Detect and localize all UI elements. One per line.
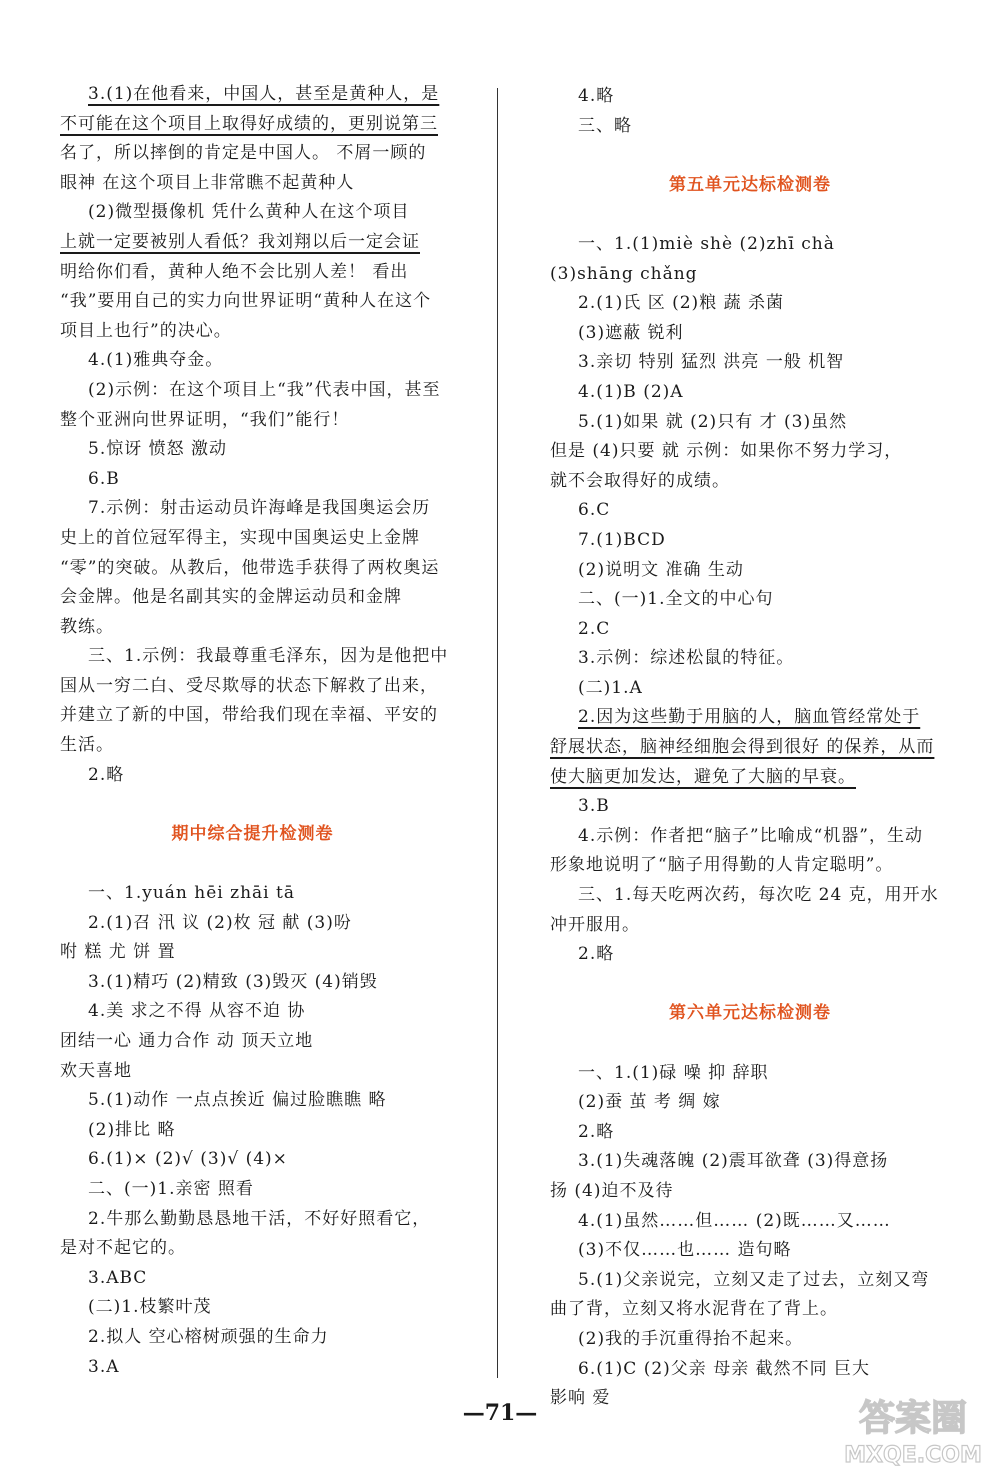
answer-line	[550, 1236, 950, 1266]
answer-line	[60, 376, 445, 406]
answer-line	[550, 289, 950, 319]
answer-line	[550, 1118, 950, 1148]
answer-text: (3)shāng chǎng	[550, 263, 698, 284]
answer-line	[550, 526, 950, 556]
answer-text: 7.(1)BCD	[578, 529, 666, 550]
answer-line	[550, 378, 950, 408]
answer-line	[60, 139, 445, 169]
answer-text: (2)说明文 准确 生动	[578, 559, 744, 580]
answer-text: 2.略	[88, 764, 125, 785]
answer-text: 二、(一)1.亲密 照看	[88, 1178, 254, 1199]
answer-line	[60, 1086, 445, 1116]
answer-text: 欢天喜地	[60, 1060, 132, 1081]
answer-line	[550, 822, 950, 852]
answer-text: 4.美 求之不得 从容不迫 协	[88, 1001, 306, 1022]
answer-line	[60, 672, 445, 702]
answer-line	[60, 346, 445, 376]
answer-line	[550, 1207, 950, 1237]
answer-text: (二)1.枝繁叶茂	[88, 1297, 212, 1318]
answer-line	[60, 198, 445, 228]
answer-text: 5.(1)父亲说完，立刻又走了过去，立刻又弯	[578, 1269, 930, 1290]
answer-text: 3.ABC	[88, 1267, 148, 1288]
answer-text: 4.(1)虽然……但…… (2)既……又……	[578, 1210, 891, 1231]
answer-text: 6.(1)× (2)√ (3)√ (4)×	[88, 1149, 288, 1170]
answer-text: 6.C	[578, 500, 611, 521]
answer-line	[550, 1147, 950, 1177]
answer-text: 国从一穷二白、受尽欺辱的状态下解救了出来，	[60, 675, 438, 696]
answer-text: 2.略	[578, 1121, 615, 1142]
watermark-top-text: 答案圈	[858, 1398, 968, 1439]
answer-line	[60, 228, 445, 258]
answer-line	[60, 80, 445, 110]
answer-text: 3.(1)失魂落魄 (2)震耳欲聋 (3)得意扬	[578, 1151, 889, 1172]
answer-line	[550, 1325, 950, 1355]
answer-text: 2.(1)召 汛 议 (2)枚 冠 献 (3)吩	[88, 912, 352, 933]
column-divider	[497, 88, 498, 1378]
section-heading	[550, 171, 950, 201]
answer-text: (2)蚕 茧 考 绸 嫁	[578, 1092, 721, 1113]
answer-text: 并建立了新的中国，带给我们现在幸福、平安的	[60, 705, 438, 726]
answer-text: 4.(1)B (2)A	[578, 381, 684, 402]
watermark-logo	[838, 1390, 988, 1470]
answer-text: 扬 (4)迫不及待	[550, 1180, 674, 1201]
answer-line	[60, 524, 445, 554]
answer-line	[60, 1353, 445, 1383]
answer-line	[60, 1116, 445, 1146]
answer-text: 项目上也行”的决心。	[60, 320, 232, 341]
section-heading	[550, 999, 950, 1029]
answer-line	[60, 1264, 445, 1294]
answer-line	[60, 465, 445, 495]
answer-line	[550, 82, 950, 112]
answer-line	[550, 851, 950, 881]
answer-text: (二)1.A	[578, 677, 643, 698]
answer-line	[60, 258, 445, 288]
answer-text: 上就一定要被别人看低？我刘翔以后一定会证	[60, 231, 420, 252]
answer-line	[60, 110, 445, 140]
answer-text: 但是 (4)只要 就 示例：如果你不努力学习，	[550, 441, 903, 462]
answer-line	[550, 1088, 950, 1118]
answer-line	[550, 674, 950, 704]
answer-text: 4.示例：作者把“脑子”比喻成“机器”，生动	[578, 825, 923, 846]
answer-line	[550, 260, 950, 290]
answer-text: 影响 爱	[550, 1388, 611, 1409]
answer-text: 史上的首位冠军得主，实现中国奥运史上金牌	[60, 527, 420, 548]
answer-text: 形象地说明了“脑子用得勤的人肯定聪明”。	[550, 855, 894, 876]
answer-text: 三、略	[578, 115, 632, 136]
answer-line	[60, 317, 445, 347]
answer-text: (2)示例：在这个项目上“我”代表中国，甚至	[88, 379, 441, 400]
answer-line	[60, 968, 445, 998]
blank-line	[60, 790, 445, 820]
answer-text: 7.示例：射击运动员许海峰是我国奥运会历	[88, 498, 431, 519]
answer-line	[60, 1027, 445, 1057]
answer-text: 期中综合提升检测卷	[171, 823, 334, 844]
answer-line	[550, 1177, 950, 1207]
answer-text: 冲开服用。	[550, 914, 640, 935]
answer-text: 3.(1)精巧 (2)精致 (3)毁灭 (4)销毁	[88, 971, 378, 992]
answer-line	[60, 879, 445, 909]
answer-line	[60, 169, 445, 199]
answer-text: 就不会取得好的成绩。	[550, 470, 730, 491]
answer-text: 三、1.每天吃两次药，每次吃 24 克，用开水	[578, 885, 939, 906]
answer-text: 2.C	[578, 618, 611, 639]
answer-line	[60, 1145, 445, 1175]
answer-text: 第六单元达标检测卷	[669, 1003, 831, 1024]
blank-line	[550, 1029, 950, 1059]
answer-line	[60, 1175, 445, 1205]
answer-line	[550, 467, 950, 497]
answer-line	[550, 881, 950, 911]
answer-line	[60, 761, 445, 791]
answer-line	[60, 938, 445, 968]
answer-line	[550, 585, 950, 615]
answer-text: 是对不起它的。	[60, 1238, 186, 1259]
answer-line	[550, 112, 950, 142]
answer-text: 3.A	[88, 1356, 120, 1377]
answer-text: 曲了背，立刻又将水泥背在了背上。	[550, 1299, 838, 1320]
answer-line	[60, 1205, 445, 1235]
answer-text: (3)不仅……也…… 造句略	[578, 1240, 792, 1261]
blank-line	[60, 849, 445, 879]
answer-line	[60, 1234, 445, 1264]
answer-text: 一、1.yuán hēi zhāi tā	[88, 883, 295, 904]
answer-line	[60, 406, 445, 436]
answer-text: 3.示例：综述松鼠的特征。	[578, 648, 795, 669]
answer-text: 明给你们看，黄种人绝不会比别人差！ 看出	[60, 261, 409, 282]
answer-text: “我”要用自己的实力向世界证明“黄种人在这个	[60, 291, 432, 312]
right-column	[550, 82, 950, 1414]
answer-text: 5.(1)如果 就 (2)只有 才 (3)虽然	[578, 411, 848, 432]
answer-line	[60, 1057, 445, 1087]
answer-line	[60, 583, 445, 613]
answer-line	[550, 763, 950, 793]
watermark-bottom-text: MXQE.COM	[844, 1443, 982, 1468]
answer-line	[60, 435, 445, 465]
blank-line	[550, 141, 950, 171]
answer-line	[550, 556, 950, 586]
answer-text: 2.因为这些勤于用脑的人，脑血管经常处于	[578, 707, 921, 728]
answer-text: “零”的突破。从教后，他带选手获得了两枚奥运	[60, 557, 440, 578]
answer-line	[550, 940, 950, 970]
answer-line	[550, 348, 950, 378]
answer-text: 会金牌。他是名副其实的金牌运动员和金牌	[60, 587, 402, 608]
answer-line	[550, 496, 950, 526]
answer-text: 团结一心 通力合作 动 顶天立地	[60, 1031, 314, 1051]
answer-line	[60, 701, 445, 731]
answer-text: 咐 糕 尤 饼 置	[60, 942, 176, 963]
answer-text: 2.牛那么勤勤恳恳地干活，不好好照看它，	[88, 1208, 431, 1229]
answer-text: 教练。	[60, 616, 114, 637]
answer-text: 使大脑更加发达，避免了大脑的早衰。	[550, 766, 856, 787]
answer-line	[60, 554, 445, 584]
answer-line	[550, 644, 950, 674]
blank-line	[550, 970, 950, 1000]
answer-text: 整个亚洲向世界证明，“我们”能行！	[60, 409, 350, 430]
section-heading	[60, 820, 445, 850]
answer-text: 眼神 在这个项目上非常瞧不起黄种人	[60, 172, 355, 193]
answer-line	[60, 909, 445, 939]
answer-line	[550, 1355, 950, 1385]
answer-text: 一、1.(1)miè shè (2)zhī chà	[578, 233, 835, 254]
answer-line	[60, 997, 445, 1027]
blank-line	[550, 200, 950, 230]
answer-text: 第五单元达标检测卷	[669, 174, 831, 195]
answer-line	[60, 613, 445, 643]
answer-text: 5.(1)动作 一点点挨近 偏过脸瞧瞧 略	[88, 1090, 387, 1111]
answer-text: 一、1.(1)碌 噪 抑 辞职	[578, 1062, 769, 1083]
answer-line	[550, 437, 950, 467]
answer-text: (2)微型摄像机 凭什么黄种人在这个项目	[88, 202, 410, 223]
answer-line	[550, 615, 950, 645]
answer-line	[60, 1293, 445, 1323]
answer-text: 3.B	[578, 796, 610, 817]
answer-line	[550, 703, 950, 733]
answer-text: (2)我的手沉重得抬不起来。	[578, 1328, 804, 1349]
answer-text: 6.(1)C (2)父亲 母亲 截然不同 巨大	[578, 1358, 871, 1379]
answer-text: (2)排比 略	[88, 1119, 176, 1140]
answer-line	[60, 731, 445, 761]
answer-line	[550, 1059, 950, 1089]
page-number: —71—	[462, 1400, 538, 1426]
answer-text: 3.亲切 特别 猛烈 洪亮 一般 机智	[578, 352, 845, 373]
answer-text: 6.B	[88, 468, 120, 489]
answer-line	[550, 408, 950, 438]
answer-text: 3.(1)在他看来，中国人，甚至是黄种人，是	[88, 84, 440, 104]
answer-text: 4.略	[578, 86, 615, 106]
answer-line	[550, 1295, 950, 1325]
answer-text: 不可能在这个项目上取得好成绩的，更别说第三	[60, 113, 438, 134]
answer-text: 2.(1)氏 区 (2)粮 蔬 杀菌	[578, 293, 784, 314]
answer-line	[60, 494, 445, 524]
answer-line	[60, 642, 449, 672]
answer-line	[60, 287, 445, 317]
answer-line	[60, 1323, 445, 1353]
left-column	[60, 80, 449, 1382]
answer-text: 名了，所以摔倒的肯定是中国人。 不屑一顾的	[60, 143, 427, 164]
answer-line	[550, 1266, 950, 1296]
answer-text: 4.(1)雅典夺金。	[88, 350, 224, 371]
answer-line	[550, 792, 950, 822]
answer-text: 5.惊讶 愤怒 激动	[88, 439, 228, 460]
answer-line	[550, 911, 950, 941]
answer-text: 生活。	[60, 735, 114, 756]
answer-line	[550, 733, 950, 763]
answer-text: 2.略	[578, 944, 615, 965]
answer-line	[550, 319, 950, 349]
answer-text: 二、(一)1.全文的中心句	[578, 589, 774, 610]
answer-text: 三、1.示例：我最尊重毛泽东，因为是他把中	[88, 646, 449, 667]
answer-text: 2.拟人 空心榕树顽强的生命力	[88, 1326, 329, 1347]
answer-line	[550, 230, 950, 260]
answer-text: (3)遮蔽 锐利	[578, 322, 684, 343]
answer-text: 舒展状态，脑神经细胞会得到很好 的保养，从而	[550, 737, 935, 758]
